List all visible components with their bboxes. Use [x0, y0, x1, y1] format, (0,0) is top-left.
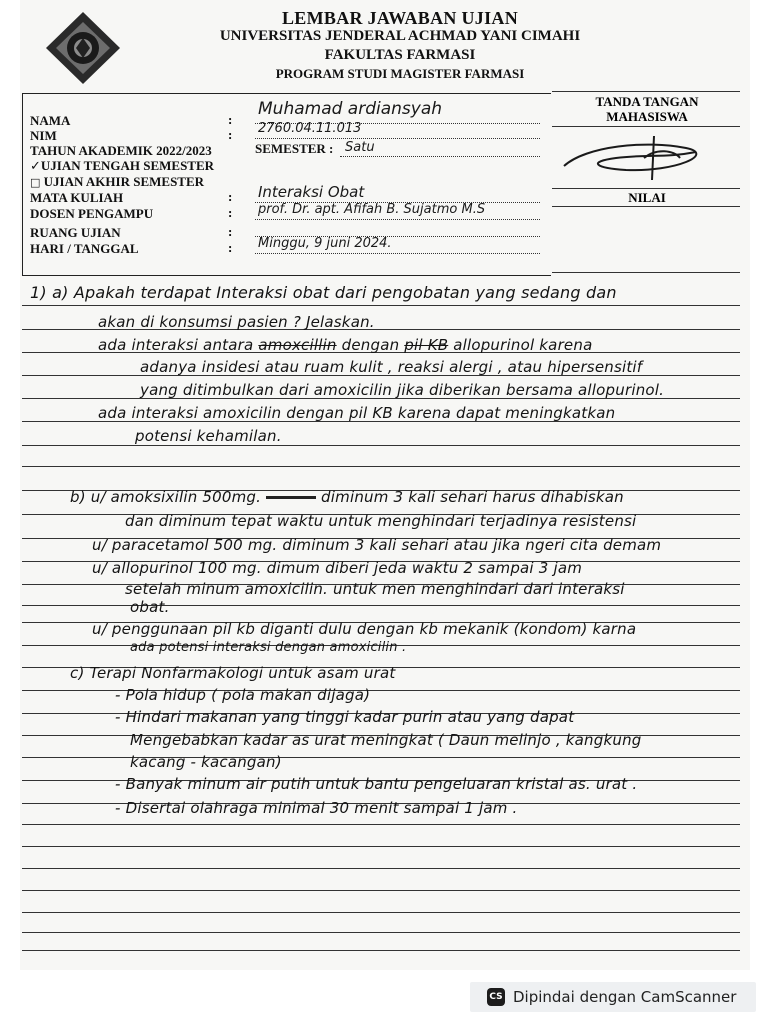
- uas-option: [30, 175, 204, 190]
- tahun-label: TAHUN AKADEMIK 2022/2023: [30, 143, 212, 158]
- sig-top-line: [552, 91, 740, 92]
- colon: :: [228, 205, 233, 220]
- ruled-line: [22, 912, 740, 913]
- uts-option: [30, 159, 214, 174]
- ruled-line: [22, 890, 740, 891]
- sig-line: [552, 188, 740, 189]
- answer-line: adanya insidesi atau ruam kulit , reaksi alergi , atau hipersensitif: [140, 358, 643, 376]
- answer-line: u/ paracetamol 500 mg. diminum 3 kali sehari atau jika ngeri cita demam: [92, 536, 662, 554]
- nim-label: NIM: [30, 128, 57, 143]
- answer-line: 1) a) Apakah terdapat Interaksi obat dari pengobatan yang sedang dan: [30, 283, 617, 302]
- colon: :: [228, 112, 233, 127]
- scanner-watermark-text: Dipindai dengan CamScanner: [513, 988, 737, 1006]
- answer-line: u/ allopurinol 100 mg. dimum diberi jeda waktu 2 sampai 3 jam: [92, 559, 583, 577]
- signature-icon: [556, 128, 726, 186]
- answer-line: - Disertai olahraga minimal 30 menit sampai 1 jam .: [115, 799, 518, 817]
- answer-line: - Hindari makanan yang tinggi kadar purin atau yang dapat: [115, 708, 575, 726]
- dosen-label: DOSEN PENGAMPU: [30, 206, 154, 221]
- colon: :: [228, 127, 233, 142]
- hari-label: HARI / TANGGAL: [30, 241, 139, 256]
- answer-line: Mengebabkan kadar as urat meningkat ( Daun melinjo , kangkung: [130, 731, 642, 749]
- uts-check-icon: ✓: [30, 159, 41, 174]
- university-seal-icon: [36, 8, 130, 88]
- camscanner-logo-icon: CS: [487, 988, 505, 1006]
- ruled-line: [22, 305, 740, 306]
- answer-line: c) Terapi Nonfarmakologi untuk asam urat: [70, 664, 396, 682]
- answer-line: ada potensi interaksi dengan amoxicilin .: [130, 640, 407, 655]
- answer-line: b) u/ amoksixilin 500mg. diminum 3 kali sehari harus dihabiskan: [70, 488, 624, 506]
- sig-line: [552, 272, 740, 273]
- sheet-title: LEMBAR JAWABAN UJIAN: [281, 8, 519, 28]
- struck-word: amoxcillin: [258, 336, 337, 354]
- hari-value: Minggu, 9 juni 2024.: [258, 236, 392, 251]
- fill-line: [255, 253, 540, 254]
- scribble-mark: [266, 496, 316, 499]
- ruled-line: [22, 868, 740, 869]
- answer-line: setelah minum amoxicilin. untuk men menghindari dari interaksi: [125, 580, 625, 598]
- answer-line: obat.: [130, 598, 170, 616]
- ruled-line: [22, 932, 740, 933]
- answer-line: yang ditimbulkan dari amoxicilin jika diberikan bersama allopurinol.: [140, 381, 665, 399]
- dosen-value: prof. Dr. apt. Afifah B. Sujatmo M.S: [258, 202, 486, 217]
- uas-checkbox-icon: □: [30, 176, 41, 189]
- fill-line: [255, 138, 540, 139]
- nilai-label: NILAI: [628, 190, 666, 205]
- ruled-line: [22, 466, 740, 467]
- matkul-value: Interaksi Obat: [258, 183, 365, 201]
- ruled-line: [22, 824, 740, 825]
- signature-title: TANDA TANGAN MAHASISWA: [595, 94, 699, 124]
- ruled-line: [22, 445, 740, 446]
- colon: :: [228, 240, 233, 255]
- sig-line: [552, 206, 740, 207]
- answer-line: - Pola hidup ( pola makan dijaga): [115, 686, 371, 704]
- faculty-name: FAKULTAS FARMASI: [324, 47, 476, 63]
- fill-line: [255, 219, 540, 220]
- answer-line: ada interaksi antara amoxcillin dengan pil KB allopurinol karena: [98, 336, 593, 354]
- answer-line: u/ penggunaan pil kb diganti dulu dengan kb mekanik (kondom) karna: [92, 620, 637, 638]
- ruled-line: [22, 846, 740, 847]
- answer-line: dan diminum tepat waktu untuk menghindari terjadinya resistensi: [125, 512, 637, 530]
- struck-word: pil KB: [404, 336, 449, 354]
- nama-label: NAMA: [30, 113, 71, 128]
- nim-value: 2760.04.11.013: [258, 121, 362, 136]
- uas-label: UJIAN AKHIR SEMESTER: [43, 174, 205, 189]
- program-name: PROGRAM STUDI MAGISTER FARMASI: [275, 66, 525, 81]
- answer-line: potensi kehamilan.: [135, 427, 282, 445]
- university-name: UNIVERSITAS JENDERAL ACHMAD YANI CIMAHI: [219, 28, 581, 44]
- semester-value: Satu: [345, 140, 375, 155]
- colon: :: [228, 189, 233, 204]
- ruang-label: RUANG UJIAN: [30, 225, 121, 240]
- answer-line: ada interaksi amoxicilin dengan pil KB karena dapat meningkatkan: [98, 404, 616, 422]
- nama-value: Muhamad ardiansyah: [258, 99, 443, 119]
- answer-line: kacang - kacangan): [130, 753, 282, 771]
- colon: :: [228, 224, 233, 239]
- answer-line: akan di konsumsi pasien ? Jelaskan.: [98, 313, 375, 331]
- ruled-line: [22, 950, 740, 951]
- fill-line: [340, 156, 540, 157]
- matkul-label: MATA KULIAH: [30, 190, 124, 205]
- uts-label: UJIAN TENGAH SEMESTER: [40, 158, 215, 173]
- semester-label: SEMESTER :: [255, 141, 334, 156]
- sig-line: [552, 126, 740, 127]
- answer-line: - Banyak minum air putih untuk bantu pengeluaran kristal as. urat .: [115, 775, 638, 793]
